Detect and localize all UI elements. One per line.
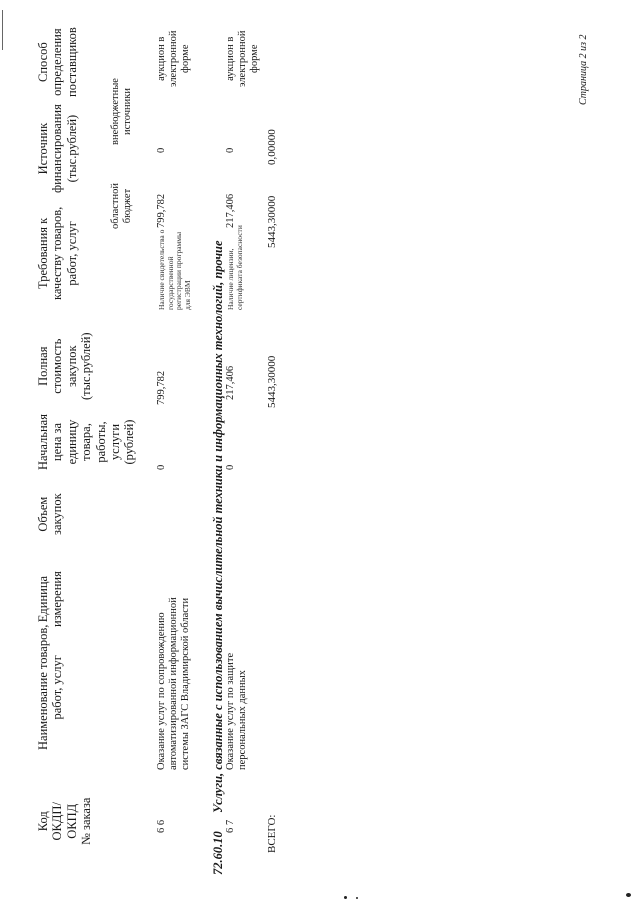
row-2-method (225, 30, 261, 87)
header-price-line-1: Начальная (36, 414, 50, 470)
row-1-name-line-2: автоматизированной информационной (168, 597, 180, 770)
totals-regional: 5443,30000 (266, 195, 278, 248)
row-1-method-line-2: электронной (168, 30, 180, 87)
header-total-cost (36, 332, 94, 400)
scan-speck (626, 893, 631, 897)
row-1-method (156, 30, 192, 87)
header-volume-line-2: закупок (50, 493, 65, 535)
row-2-offbudget: 0 (225, 147, 236, 153)
row-1-name-line-1: Оказание услуг по сопровождению (156, 612, 167, 770)
header-requirements-line-2: качеству товаров, (50, 206, 65, 300)
header-requirements-line-1: Требования к (36, 217, 50, 289)
row-2-method-line-3: форме (249, 44, 261, 73)
header-funding-offbudget (110, 78, 134, 145)
header-unit (36, 571, 65, 627)
header-price (36, 414, 137, 470)
header-funding-regional-line-1: областной (110, 183, 121, 229)
row-2-method-line-2: электронной (237, 30, 249, 87)
header-price-line-6: услуги (107, 423, 122, 461)
header-funding-offbudget-line-1: внебюджетные (110, 78, 121, 145)
header-name-line-1: Наименование товаров, (36, 624, 50, 750)
row-1-price: 0 (156, 464, 167, 470)
row-2-requirements (227, 225, 244, 310)
row-2-name-line-2: персональных данных (237, 670, 249, 770)
header-method-line-3: поставщиков (64, 27, 79, 97)
header-name (36, 625, 65, 750)
header-funding (36, 104, 79, 193)
header-code-line-2: ОКДП/ (50, 802, 65, 841)
totals-offbudget: 0,00000 (266, 129, 278, 165)
row-2-requirements-line-2: сертификата безопасности (234, 225, 244, 310)
totals-label: ВСЕГО: (266, 814, 278, 853)
row-1-total-cost: 799,782 (156, 370, 167, 405)
row-1-offbudget: 0 (156, 147, 167, 153)
header-funding-line-3: (тыс.рублей) (64, 114, 79, 183)
row-1-regional: 799,782 (156, 193, 167, 228)
scan-speck (344, 896, 347, 899)
header-total-cost-line-4: (тыс.рублей) (79, 332, 94, 400)
row-2-code: 6 7 (225, 819, 236, 833)
header-code-line-3: ОКПД (64, 803, 79, 839)
row-2-method-line-1: аукцион в (225, 36, 236, 81)
scan-edge-mark (2, 10, 3, 50)
header-total-cost-line-1: Полная (36, 346, 50, 386)
header-unit-line-1: Единица (36, 575, 50, 623)
header-total-cost-line-2: стоимость (50, 338, 65, 394)
header-requirements (36, 207, 79, 300)
page-footer: Страница 2 из 2 (578, 34, 589, 105)
row-1-name (156, 597, 192, 770)
header-volume-line-1: Объем (36, 496, 50, 532)
row-2-regional: 217,406 (225, 193, 236, 228)
header-code-line-4: № заказа (79, 797, 94, 845)
row-1-requirements-line-1: Наличие свидетельства о (157, 229, 166, 310)
header-requirements-line-3: работ, услуг (64, 221, 79, 286)
header-price-line-2: цена за (50, 422, 65, 462)
header-funding-regional (110, 183, 134, 229)
header-method (36, 27, 79, 97)
row-2-name-line-1: Оказание услуг по защите (225, 652, 236, 770)
header-price-line-5: работы, (93, 421, 108, 463)
row-1-requirements (158, 230, 193, 310)
section-title: Услуги, связанные с использованием вычислительной техники и информационных технологий, прочие (211, 240, 225, 813)
row-1-requirements-line-2: государственной (165, 256, 175, 310)
row-2-total-cost: 217,406 (225, 365, 236, 400)
header-price-line-7: (рублей) (122, 419, 137, 465)
row-1-requirements-line-3: регистрации программы (174, 231, 184, 310)
totals-total-cost: 5443,30000 (266, 355, 278, 408)
header-code-line-1: Код (36, 811, 50, 832)
header-total-cost-line-3: закупок (64, 345, 79, 388)
row-2-price: 0 (225, 464, 236, 470)
row-1-requirements-line-4: для ЭВМ (182, 280, 192, 310)
header-name-line-2: работ, услуг (50, 655, 65, 720)
header-price-line-3: единицу (64, 419, 79, 465)
row-1-code: 6 6 (156, 819, 167, 833)
header-funding-regional-line-2: бюджет (122, 188, 134, 224)
header-method-line-2: определения (50, 28, 65, 96)
header-unit-line-2: измерения (50, 571, 65, 627)
header-funding-line-1: Источник (36, 122, 50, 175)
header-funding-offbudget-line-2: источники (122, 88, 134, 136)
section-code: 72.60.10 (211, 831, 225, 875)
header-volume (36, 493, 65, 535)
header-code (36, 798, 94, 845)
row-1-method-line-1: аукцион в (156, 36, 167, 81)
row-2-requirements-line-1: Наличие лицензии, (226, 248, 235, 310)
header-price-line-4: товара, (79, 423, 94, 461)
header-funding-line-2: финансирования (50, 104, 65, 193)
row-1-name-line-3: системы ЗАГС Владимирской области (180, 597, 192, 770)
header-method-line-1: Способ (36, 42, 50, 82)
scan-speck (356, 897, 358, 899)
row-1-method-line-3: форме (180, 44, 192, 73)
row-2-name (225, 653, 249, 770)
